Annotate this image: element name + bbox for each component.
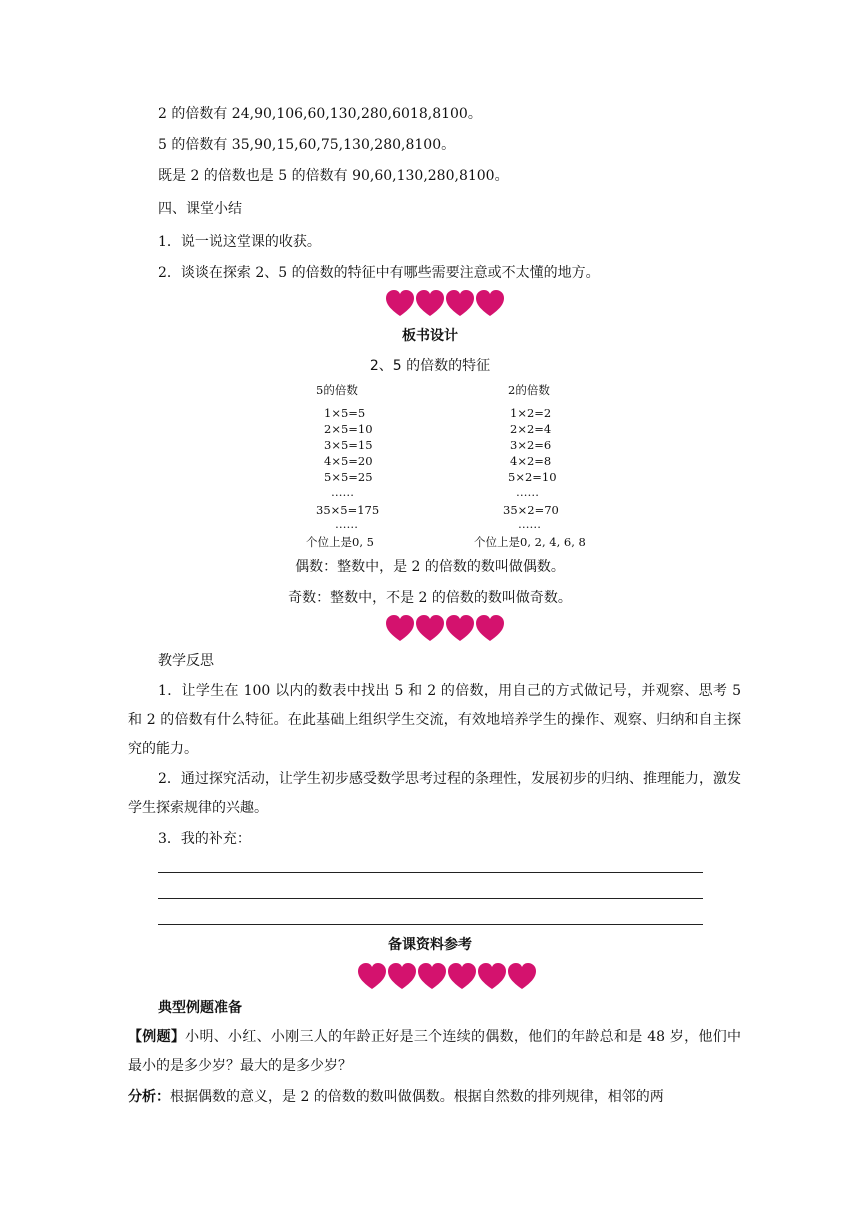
formula-2-5: 5×2=10 <box>508 470 557 484</box>
formula-5-3: 3×5=15 <box>324 438 373 452</box>
reflection-paragraph-2: 2．通过探究活动，让学生初步感受数学思考过程的条理性，发展初步的归纳、推理能力，激发学生探索规律的兴趣。 <box>128 771 741 816</box>
col2-header: 2的倍数 <box>508 383 550 397</box>
formula-5-2: 2×5=10 <box>324 422 373 436</box>
col5-footer: 个位上是0, 5 <box>306 535 374 549</box>
formula-2-6: 35×2=70 <box>503 503 559 517</box>
formula-5-ellipsis-1: …… <box>331 485 354 499</box>
heart-icon <box>416 290 444 317</box>
heart-icon <box>508 963 536 990</box>
answer-line <box>158 898 703 899</box>
heart-icon <box>446 615 474 642</box>
even-definition: 偶数：整数中，是 2 的倍数的数叫做偶数。 <box>295 559 565 575</box>
formula-2-ellipsis-1: …… <box>516 485 539 499</box>
heart-icon <box>416 615 444 642</box>
five-multiples-line: 5 的倍数有 35,90,15,60,75,130,280,8100。 <box>158 137 456 153</box>
example-paragraph <box>128 1023 741 1081</box>
board-title: 2、5 的倍数的特征 <box>369 358 491 374</box>
reflection-paragraph-3: 3．我的补充： <box>158 831 251 847</box>
analysis-paragraph <box>128 1083 741 1112</box>
heart-icon <box>478 963 506 990</box>
board-heading: 板书设计 <box>402 328 458 344</box>
heart-icon <box>418 963 446 990</box>
both-multiples-line: 既是 2 的倍数也是 5 的倍数有 90,60,130,280,8100。 <box>158 168 509 184</box>
formula-2-1: 1×2=2 <box>510 406 552 420</box>
heart-icon <box>476 615 504 642</box>
formula-5-1: 1×5=5 <box>324 406 366 420</box>
heart-icon <box>358 963 386 990</box>
heart-icon <box>476 290 504 317</box>
formula-2-2: 2×2=4 <box>510 422 552 436</box>
reflection-heading: 教学反思 <box>158 653 214 669</box>
formula-5-ellipsis-2: …… <box>335 517 358 531</box>
analysis-label: 分析： <box>128 1089 170 1105</box>
heart-divider-reflection <box>386 615 504 642</box>
answer-line <box>158 872 703 873</box>
example-label: 【例题】 <box>128 1029 186 1045</box>
summary-heading: 四、课堂小结 <box>158 201 242 217</box>
heart-icon <box>386 290 414 317</box>
formula-5-4: 4×5=20 <box>324 454 373 468</box>
analysis-text: 根据偶数的意义，是 2 的倍数的数叫做偶数。根据自然数的排列规律，相邻的两 <box>170 1089 664 1105</box>
heart-icon <box>388 963 416 990</box>
reflection-paragraph-1: 1．让学生在 100 以内的数表中找出 5 和 2 的倍数，用自己的方式做记号，并观察、思考 5 和 2 的倍数有什么特征。在此基础上组织学生交流，有效地培养学生的操作、观察、归纳和自主探究的能力。 <box>128 683 741 757</box>
heart-icon <box>446 290 474 317</box>
odd-definition: 奇数：整数中，不是 2 的倍数的数叫做奇数。 <box>288 590 572 606</box>
col5-header: 5的倍数 <box>316 383 358 397</box>
heart-divider-reference <box>358 963 536 990</box>
two-multiples-line: 2 的倍数有 24,90,106,60,130,280,6018,8100。 <box>158 106 482 122</box>
formula-2-3: 3×2=6 <box>510 438 552 452</box>
formula-5-5: 5×5=25 <box>324 470 373 484</box>
answer-line <box>158 924 703 925</box>
formula-2-4: 4×2=8 <box>510 454 552 468</box>
summary-item-1: 1．说一说这堂课的收获。 <box>158 234 321 250</box>
heart-divider-board <box>386 290 504 317</box>
example-text: 小明、小红、小刚三人的年龄正好是三个连续的偶数，他们的年龄总和是 48 岁，他们中最小的是多少岁？最大的是多少岁？ <box>128 1029 741 1074</box>
example-section-heading: 典型例题准备 <box>158 1000 242 1016</box>
heart-icon <box>448 963 476 990</box>
formula-5-6: 35×5=175 <box>316 503 380 517</box>
summary-item-2: 2．谈谈在探索 2、5 的倍数的特征中有哪些需要注意或不太懂的地方。 <box>158 265 600 281</box>
formula-2-ellipsis-2: …… <box>518 517 541 531</box>
col2-footer: 个位上是0, 2, 4, 6, 8 <box>474 535 586 549</box>
reference-heading: 备课资料参考 <box>388 937 472 953</box>
heart-icon <box>386 615 414 642</box>
